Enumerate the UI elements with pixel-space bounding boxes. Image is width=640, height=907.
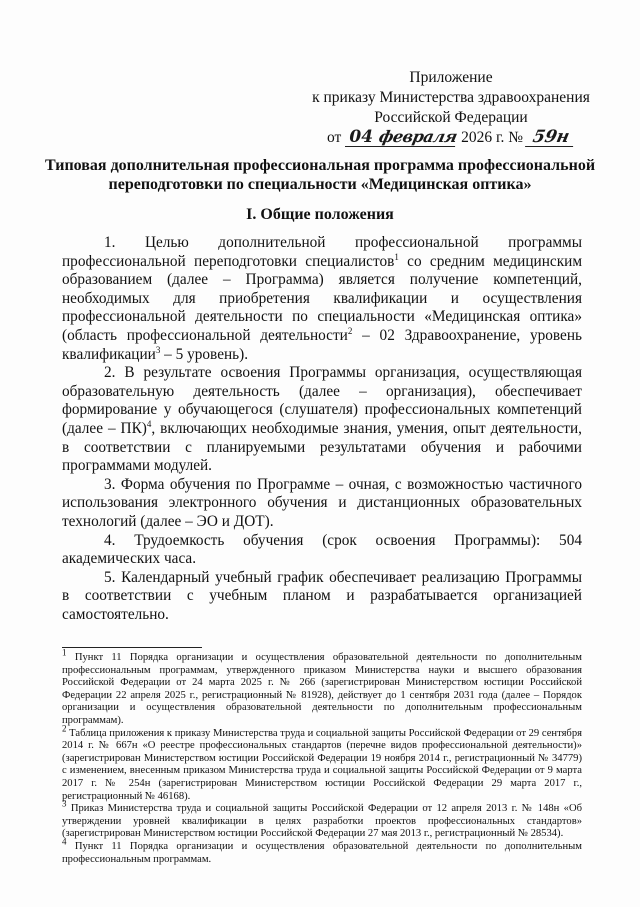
footnote-ref-4: 4 [146,418,152,429]
footnote-1-text: Пункт 11 Порядка организации и осуществления образовательной деятельности по дополнительным профессиональным программам, утвержденного приказом Министерства науки и высшего образования Российской Федерации от 24 марта 2025 г. № 266 (зарегистрирован Министерством юстиции Российской Федерации 22 апреля 2025 г., регистрационный № 81928), действует до 1 сентября 2031 года (далее – Порядок организации и осуществления образовательной деятельности по дополнительным профессиональным программам). [62,652,582,726]
appendix-label: Приложение [409,69,493,86]
paragraph-2 [62,364,582,476]
paragraph-5: 5. Календарный учебный график обеспечивает реализацию Программы в соответствии с учебным планом и разрабатывается организацией самостоятельно. [62,568,582,623]
paragraph-4: 4. Трудоемкость обучения (срок освоения Программы): 504 академических часа. [62,531,582,568]
footnote-3 [62,798,582,841]
handwritten-order-number: 59н [525,128,577,147]
paragraph-1-text-cont2: – 02 Здравоохранение, уровень квалификации [62,326,582,363]
appendix-header [306,68,596,148]
footnote-1 [62,647,582,728]
date-prefix: от [327,129,342,146]
footnote-ref-3: 3 [155,344,161,355]
footnote-3-text: Приказ Министерства труда и социальной защиты Российской Федерации от 12 апреля 2013 г. № 148н «Об утверждении уровней квалификации в целях разработки проектов профессиональных стандартов» (зарегистрирован Министерством юстиции Российской Федерации 27 мая 2013 г., регистрационный № 28534). [62,803,582,840]
footnote-2-marker: 2 [62,723,67,734]
footnote-4-marker: 4 [62,836,67,847]
section-heading: I. Общие положения [246,206,394,223]
handwritten-day: 04 [345,128,377,147]
footnote-1-marker: 1 [62,647,67,658]
paragraph-1-text: 1. Целью дополнительной профессиональной программы профессиональной переподготовки специалистов [62,234,582,270]
paragraph-2-text-end: , включающих необходимые знания, умения, опыт деятельности, в соответствии с планируемыми результатами обучения и рабочими программами модулей. [62,419,582,475]
paragraph-1 [62,234,582,364]
footnote-4-text: Пункт 11 Порядка организации и осуществления образовательной деятельности по дополнительным профессиональным программам. [62,840,582,865]
footnote-2-text: Таблица приложения к приказу Министерства труда и социальной защиты Российской Федерации от 29 сентября 2014 г. № 667н «О реестре профессиональных стандартов (перечне видов профессиональной деятельности)» (зарегистрирован Министерством юстиции Российской Федерации 19 ноября 2014 г., регистрационный № 34779) с изменением, внесенным приказом Министерства труда и социальной защиты Российской Федерации от 9 марта 2017 г. № 254н (зарегистрирован Министерством юстиции Российской Федерации 29 марта 2017 г., регистрационный № 46168). [62,727,582,802]
paragraph-1-text-end: – 5 уровень). [160,345,249,363]
footnote-ref-2: 2 [347,325,353,336]
footnote-2 [62,723,582,804]
appendix-country-line: Российской Федерации [374,109,528,126]
paragraph-3: 3. Форма обучения по Программе – очная, с возможностью частичного использования электронного обучения и дистанционных образовательных технологий (далее – ЭО и ДОТ). [62,475,582,530]
appendix-date-line [306,128,596,148]
document-title: Типовая дополнительная профессиональная программа профессиональной переподготовки по специальности «Медицинская оптика» [44,157,596,193]
footnote-separator [62,647,202,648]
footnotes [62,647,582,866]
paragraph-1-text-cont: со средним медицинским образованием (далее – Программа) является получение компетенций, необходимых для приобретения квалификации и осуществления профессиональной деятельности по специальности «Медицинская оптика» (область профессиональной деятельности [62,252,583,344]
paragraph-2-text: 2. В результате освоения Программы организация, осуществляющая образовательную деятельность (далее – организация), обеспечивает формирование у обучающегося (слушателя) профессиональных компетенций (далее – ПК) [62,364,582,437]
appendix-order-line: к приказу Министерства здравоохранения [312,89,590,106]
footnote-3-marker: 3 [62,798,67,809]
footnote-ref-1: 1 [394,251,399,262]
year-and-number-label: 2026 г. № [461,129,524,146]
document-body [62,234,582,624]
handwritten-month: февраля [375,128,459,147]
footnote-4 [62,836,582,866]
